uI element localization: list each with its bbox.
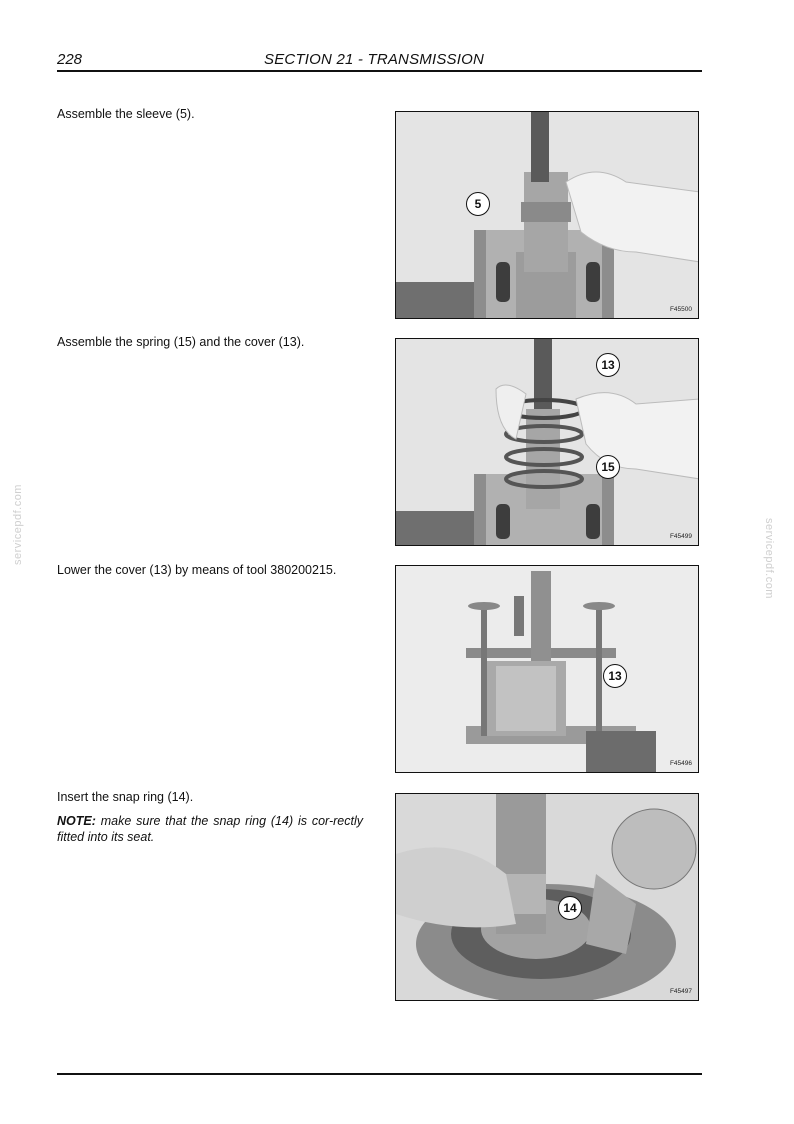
figure-spring: [395, 338, 699, 546]
page-number: 228: [57, 51, 83, 68]
page-header: [57, 50, 702, 72]
figure-code: F45500: [669, 306, 692, 313]
photo-sleeve-assembly: [396, 112, 699, 319]
section-title: SECTION 21 - TRANSMISSION: [264, 51, 485, 68]
callout-15: 15: [596, 455, 620, 479]
figure-snap-ring: [395, 793, 699, 1001]
figure-sleeve: [395, 111, 699, 319]
note-text: make sure that the snap ring (14) is cor-rectly fitted into its seat.: [57, 814, 363, 844]
watermark-right: servicepdf.com: [763, 518, 775, 599]
step-text-lower-cover: Lower the cover (13) by means of tool 380200215.: [57, 563, 337, 577]
step-text-spring: Assemble the spring (15) and the cover (13).: [57, 335, 305, 349]
figure-code: F45496: [669, 760, 692, 767]
figure-code: F45499: [669, 533, 692, 540]
photo-cover-tool: [396, 566, 699, 773]
photo-spring-assembly: [396, 339, 699, 546]
figure-tool: [395, 565, 699, 773]
callout-14: 14: [558, 896, 582, 920]
step-text-snap-ring: Insert the snap ring (14).: [57, 790, 194, 804]
figure-code: F45497: [669, 988, 692, 995]
note-label: NOTE:: [57, 814, 96, 828]
watermark-left: servicepdf.com: [12, 484, 24, 565]
callout-5: 5: [466, 192, 490, 216]
photo-snap-ring: [396, 794, 699, 1001]
step-text-sleeve: Assemble the sleeve (5).: [57, 107, 195, 121]
footer-rule: [57, 1073, 702, 1075]
note-paragraph: [57, 813, 363, 845]
callout-13: 13: [603, 664, 627, 688]
callout-13: 13: [596, 353, 620, 377]
